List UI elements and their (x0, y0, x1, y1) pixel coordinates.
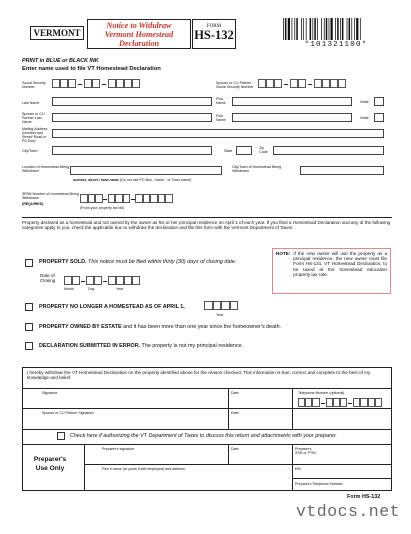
digit-cell[interactable] (94, 276, 102, 285)
digit-cell[interactable] (124, 79, 132, 88)
digit-cell[interactable] (68, 79, 76, 88)
barcode-bar (354, 18, 355, 40)
state-field-label: State (224, 149, 233, 153)
month-label: Month (64, 287, 74, 291)
digit-cell[interactable] (115, 194, 123, 203)
digit-cell[interactable] (330, 79, 338, 88)
barcode-bar (292, 18, 293, 40)
spouse-first-input[interactable] (232, 113, 352, 122)
digit-cell[interactable] (108, 79, 116, 88)
digit-cell[interactable] (333, 398, 340, 407)
sold-checkbox[interactable] (25, 259, 33, 267)
separator-dash (78, 84, 82, 85)
digit-cell[interactable] (305, 398, 312, 407)
digit-cell[interactable] (132, 276, 140, 285)
note-box (272, 248, 391, 294)
separator-dash (102, 84, 106, 85)
date2-label: Date (231, 411, 239, 415)
barcode-bar (317, 18, 318, 40)
digit-cell[interactable] (88, 194, 96, 203)
name-heading: Enter name used to file VT Homestead Declaration (22, 66, 161, 72)
barcode-bar (326, 18, 328, 40)
separator-dash (348, 403, 352, 404)
digit-cell[interactable] (290, 79, 298, 88)
spouse-first-label: First Name (216, 114, 226, 122)
watermark: vtdocs.net (296, 502, 401, 521)
digit-cell[interactable] (314, 79, 322, 88)
digit-cell[interactable] (108, 276, 116, 285)
digit-cell[interactable] (150, 194, 158, 203)
date-of-closing-label: Date of Closing (40, 273, 56, 284)
estate-label-bold: PROPERTY OWNED BY ESTATE (39, 324, 122, 330)
span-label: SPAN Number of Homestead Being Withdrawn (22, 192, 79, 200)
location-note (73, 178, 191, 182)
spouse-initial-input[interactable] (374, 113, 384, 122)
barcode-bar (288, 18, 290, 40)
barcode-text: *101321100* (304, 41, 368, 49)
sold-label-italic: This notice must be filed within thirty (30) days of closing date. (88, 259, 237, 265)
april-year-input[interactable] (204, 301, 238, 310)
barcode-bar (360, 18, 361, 40)
signature-input[interactable] (26, 396, 224, 408)
digit-cell[interactable] (230, 301, 239, 310)
zip-input[interactable] (273, 146, 384, 155)
city-label: City/Town (22, 149, 38, 153)
barcode-bar (296, 18, 298, 40)
digit-cell[interactable] (326, 398, 333, 407)
town-label: City/Town of Homestead Being Withdrawn (232, 165, 282, 173)
barcode-bar (340, 18, 341, 40)
error-label-bold: DECLARATION SUBMITTED IN ERROR. (39, 343, 141, 349)
barcode-bar (312, 18, 313, 40)
barcode-bar (335, 18, 336, 40)
form-title-line-2: Vermont Homestead (104, 30, 174, 40)
state-label: VERMONT (33, 28, 81, 38)
digit-cell[interactable] (258, 79, 266, 88)
ssn-input[interactable] (52, 79, 144, 88)
digit-cell[interactable] (338, 79, 346, 88)
first-name-input[interactable] (232, 97, 352, 106)
barcode-bar (321, 18, 322, 40)
telephone-input[interactable] (298, 398, 386, 407)
digit-cell[interactable] (340, 398, 347, 407)
spouse-signature-label: Spouse or CU Partner Signature (42, 411, 94, 415)
digit-cell[interactable] (274, 79, 282, 88)
digit-cell[interactable] (72, 276, 80, 285)
digit-cell[interactable] (80, 194, 88, 203)
state-input[interactable] (236, 146, 252, 155)
city-input[interactable] (52, 146, 212, 155)
barcode-bar (303, 18, 304, 40)
digit-cell[interactable] (360, 398, 367, 407)
estate-checkbox[interactable] (25, 323, 33, 331)
form-label: FORM (206, 24, 222, 29)
barcode-bar (294, 18, 295, 40)
spouse-last-label: Spouse or CU Partner Last Name (22, 112, 45, 124)
error-label-rest: The property is not my principal residence. (141, 343, 244, 349)
barcode-bar (306, 18, 307, 40)
barcode-bar (351, 18, 352, 40)
last-name-input[interactable] (52, 97, 212, 106)
span-note: (From your property tax bill) (80, 206, 125, 210)
location-note-bold: number, street / road name (73, 178, 119, 182)
barcode-bar (324, 18, 325, 40)
barcode (282, 18, 390, 40)
signature-label: Signature (42, 391, 58, 395)
april-year-label: Year (216, 313, 224, 317)
location-input[interactable] (70, 166, 222, 175)
digit-cell[interactable] (165, 194, 173, 203)
span-required: (REQUIRED) (22, 202, 44, 206)
separator-dash (81, 281, 85, 282)
digit-cell[interactable] (116, 276, 124, 285)
digit-cell[interactable] (84, 79, 92, 88)
sold-label (39, 259, 236, 266)
telephone-label: Telephone Number (optional) (298, 391, 345, 395)
digit-cell[interactable] (132, 79, 140, 88)
digit-cell[interactable] (204, 301, 213, 310)
barcode-bar (310, 18, 312, 40)
digit-cell[interactable] (92, 79, 100, 88)
first-name-label: First Name (216, 97, 226, 105)
digit-cell[interactable] (86, 276, 94, 285)
preparer-label (25, 455, 75, 473)
location-label: Location of Homestead Being Withdrawn (22, 165, 70, 173)
digit-cell[interactable] (213, 301, 222, 310)
digit-cell[interactable] (124, 276, 132, 285)
preparer-signature-label: Preparer's signature (102, 447, 135, 451)
spouse-ssn-label: Spouse or CU Partner Social Security Number (216, 81, 254, 89)
form-title-box (87, 19, 191, 49)
digit-cell[interactable] (116, 79, 124, 88)
withdraw-statement: I hereby withdraw the VT Homestead Declaration on the property identified above for the reason checked. This information is true, correct and complete to the best of my knowledge and belief. (27, 370, 371, 381)
digit-cell[interactable] (368, 398, 375, 407)
no-longer-homestead-label: PROPERTY NO LONGER A HOMESTEAD AS OF APRIL 1, (39, 304, 185, 310)
last-name-label: Last Name (22, 101, 40, 105)
barcode-bar (314, 18, 316, 40)
digit-cell[interactable] (143, 194, 151, 203)
form-number-box (192, 19, 236, 49)
authorize-label: Check here if authorizing the VT Department of Taxes to discuss this return and attachments with your preparer. (70, 433, 337, 439)
no-longer-homestead-checkbox[interactable] (25, 303, 33, 311)
preparer-label-line-2: Use Only (35, 465, 65, 472)
barcode-bar (349, 18, 351, 40)
form-title-line-1: Notice to Withdraw (106, 21, 172, 30)
sold-label-bold: PROPERTY SOLD. (39, 259, 87, 265)
error-label (39, 343, 243, 350)
digit-cell[interactable] (266, 79, 274, 88)
spouse-last-input[interactable] (52, 113, 212, 122)
initial-input[interactable] (374, 97, 384, 106)
barcode-bar (347, 18, 348, 40)
location-note-text: (Do not use PO Box, "name", or Town name) (119, 178, 192, 182)
ssn-label: Social Security Number (22, 81, 46, 89)
barcode-bar (337, 18, 339, 40)
barcode-bar (285, 18, 287, 40)
declaration-text: Property declared as a homestead and not owned by the owner as his or her principal residence on April 1 of each year. If you filed a Homestead Declaration and any of the following categories apply to you, check the applicable box to withdraw the declaration and file this form with the Vermont Department of Taxes. (22, 220, 391, 231)
separator-dash (131, 199, 135, 200)
barcode-bar (283, 18, 284, 40)
estate-label (39, 324, 281, 331)
digit-cell[interactable] (298, 398, 305, 407)
digit-cell[interactable] (123, 194, 131, 203)
preparer-ssn-label: Preparer's SSN or PTIN (295, 447, 316, 455)
form-title-line-3: Declaration (118, 39, 160, 49)
digit-cell[interactable] (312, 398, 319, 407)
digit-cell[interactable] (221, 301, 230, 310)
barcode-bar (331, 18, 333, 40)
initial-label: Initial (360, 100, 369, 104)
digit-cell[interactable] (353, 398, 360, 407)
separator-dash (308, 84, 312, 85)
digit-cell[interactable] (298, 79, 306, 88)
digit-cell[interactable] (322, 79, 330, 88)
authorize-checkbox[interactable] (57, 432, 65, 440)
form-number: HS-132 (194, 28, 234, 42)
digit-cell[interactable] (375, 398, 382, 407)
digit-cell[interactable] (60, 79, 68, 88)
separator-dash (321, 403, 325, 404)
state-label-box (30, 26, 84, 40)
error-checkbox[interactable] (25, 342, 33, 350)
mailing-input[interactable] (52, 129, 384, 138)
year-label: Year (116, 287, 124, 291)
town-input[interactable] (300, 166, 384, 175)
digit-cell[interactable] (158, 194, 166, 203)
estate-label-rest: and it has been more than one year since the homeowner's death. (123, 324, 282, 330)
day-label: Day (88, 287, 95, 291)
digit-cell[interactable] (52, 79, 60, 88)
preparer-date-label: Date (231, 447, 239, 451)
date-label: Date (231, 391, 239, 395)
digit-cell[interactable] (64, 276, 72, 285)
separator-dash (284, 84, 288, 85)
zip-label: Zip Code (259, 146, 268, 154)
firm-label: Firm's name (or yours if self-employed) and address (102, 467, 185, 471)
note-text: If the new owner will use the property as a principal residence, the new owner must file Form HS-131, VT Homestead Declaration, to be taxed at the homestead education property tax rate. (293, 251, 387, 277)
closing-date-input[interactable] (64, 276, 144, 285)
ein-label: EIN (295, 467, 301, 471)
footer-form: Form HS-132 (347, 494, 381, 500)
separator-dash (103, 199, 107, 200)
barcode-bar (301, 18, 302, 40)
barcode-bar (329, 18, 330, 40)
digit-cell[interactable] (135, 194, 143, 203)
ink-instruction: PRINT in BLUE or BLACK INK (22, 58, 99, 64)
barcode-bar (356, 18, 358, 40)
span-input[interactable] (80, 194, 178, 203)
digit-cell[interactable] (108, 194, 116, 203)
section-divider (22, 217, 392, 218)
barcode-bar (342, 18, 344, 40)
preparer-phone-label: Preparer's Telephone Number (295, 482, 343, 486)
spouse-initial-label: Initial (360, 116, 369, 120)
note-label: NOTE: (276, 251, 291, 256)
digit-cell[interactable] (95, 194, 103, 203)
preparer-label-line-1: Preparer's (33, 456, 67, 463)
separator-dash (103, 281, 107, 282)
spouse-ssn-input[interactable] (258, 79, 350, 88)
mailing-label: Mailing Address (Number and Street/ Road or PO Box) (22, 127, 48, 143)
